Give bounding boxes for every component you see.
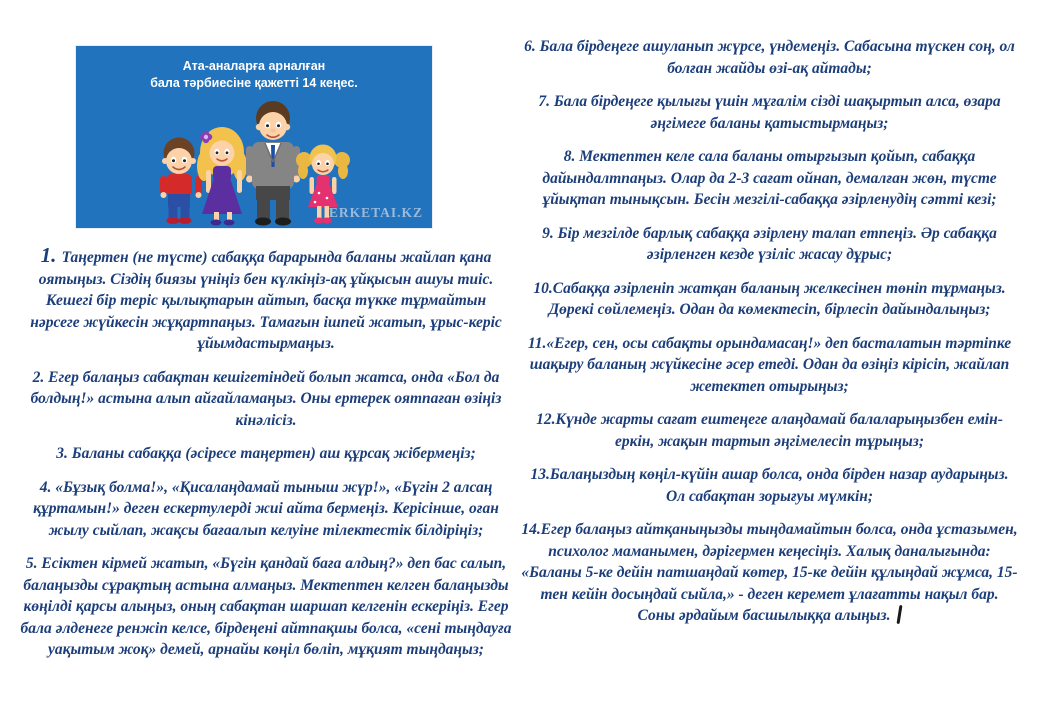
tip-item-5 xyxy=(20,553,512,661)
tip-item-6 xyxy=(521,36,1018,79)
boy-figure xyxy=(160,138,202,225)
banner-title xyxy=(76,58,432,92)
tip-text: «Егер, сен, осы сабақты орындамасаң!» деп басталатын тәртіпке шақыру баланың жүйкесіне әсер етеді. Одан да өзіңіз кірісіп, жайлап жетектеп отырыңыз; xyxy=(529,334,1012,395)
tip-item-9 xyxy=(521,223,1018,266)
tip-item-7 xyxy=(521,91,1018,134)
tip-item-2 xyxy=(20,367,512,432)
tip-number: 1. xyxy=(40,243,62,267)
father-figure xyxy=(246,101,300,226)
tip-number: 5. xyxy=(25,555,42,572)
tip-item-12 xyxy=(521,409,1018,452)
tip-item-1 xyxy=(20,245,512,355)
tip-number: 9. xyxy=(542,224,558,242)
tip-item-13 xyxy=(521,464,1018,507)
tip-number: 10. xyxy=(533,279,553,297)
caret-mark-icon xyxy=(897,605,903,624)
tip-text: «Бұзық болма!», «Қисалаңдамай тыныш жүр!», «Бүгін 2 алсаң құртамын!» деген ескертулерді жиі айта бермеңіз. Керісінше, оған жылу сыйлап, жақсы бағаалып келуіне тілектестік білдіріңіз; xyxy=(33,478,499,539)
tip-number: 7. xyxy=(538,93,554,110)
tip-text: Баланы сабаққа (әсіресе таңертен) аш құрсақ жібермеңіз; xyxy=(71,445,476,462)
tip-text: Күнде жарты сағат ештеңеге алаңдамай балаларыңызбен емін-еркін, жақын тартып әңгімелесіп тұрыңыз; xyxy=(555,411,1003,450)
tip-text: Мектептен келе сала баланы отырғызып қойып, сабаққа дайындалтпаңыз. Олар да 2-3 сағат ойнап, демалған жөн, түсте ұйықтап тынықсын. Бесін мезгілі-сабаққа әзірленудің сәтті кезі; xyxy=(542,148,997,208)
tip-number: 4. xyxy=(39,478,56,496)
tip-number: 12. xyxy=(536,411,556,428)
tip-item-14 xyxy=(521,519,1018,627)
tip-text: Есіктен кірмей жатып, «Бүгін қандай баға алдың?» деп бас салып, балаңызды сұрақтың астына алмаңыз. Мектептен келген балаңызды көңілді қарсы алыңыз, оның сабақтан шаршап келгенін ескеріңіз. Егер бала әлденеге ренжіп келсе, бірдеңені айтпақшы болса, «сені тыңдауға уақытым жоқ» демей, арнайы көңіл бөліп, мұқият тыңдаңыз; xyxy=(20,555,512,658)
tip-number: 2. xyxy=(32,368,49,386)
tip-item-10 xyxy=(521,278,1018,321)
tip-number: 11. xyxy=(527,334,547,352)
tip-text: Балаңыздың көңіл-күйін ашар болса, онда бірден назар аударыңыз. Ол сабақтан зорығуы мүмкін; xyxy=(549,466,1009,505)
tip-text: Сабаққа әзірленіп жатқан баланың желкесінен төніп тұрмаңыз. Дөрекі сөйлемеңіз. Одан да көмектесіп, бірлесіп дайындалыңыз; xyxy=(548,279,1006,318)
tip-number: 6. xyxy=(524,38,540,55)
tip-text: Бір мезгілде барлық сабаққа әзірлену талап етпеңіз. Әр сабаққа әзірленген кезде үзіліс жасау дұрыс; xyxy=(557,224,997,263)
tip-item-11 xyxy=(521,333,1018,398)
right-column xyxy=(521,36,1018,639)
tip-text: Егер балаңыз айтқаныңызды тыңдамайтын болса, онда ұстазымен, психолог маманымен, дәрігермен кеңесіңіз. Халық даналығында: «Баланы 5-ке дейін патшаңдай көтер, 15-ке дейін құлыңдай жұмса, 15-тен кейін досыңдай сыйла,» - деген керемет ұлағатты нақыл бар. Соны әрдайым басшылыққа алыңыз. xyxy=(521,521,1018,624)
tip-number: 8. xyxy=(563,148,580,165)
tip-number: 3. xyxy=(56,445,72,462)
tip-text: Егер балаңыз сабақтан кешігетіндей болып жатса, онда «Бол да болдың!» астына алып айғайламаңыз. Оны ертерек оятпаған өзіңіз кінәлісіз. xyxy=(30,368,502,429)
tip-number: 14. xyxy=(521,521,541,538)
banner-title-line2: бала тәрбиесіне қажетті 14 кеңес. xyxy=(150,76,358,90)
tip-text: Таңертен (не түсте) сабаққа барарында баланы жайлап қана оятыңыз. Сіздің биязы үніңіз бен күлкіңіз-ақ ұйқысын ашуы тиіс. Кешегі бір теріс қылықтарын айтып, басқа түкке тұрмайтын нәрсеге жүйкесін жұқартпаңыз. Тамағын ішпей жатып, ұрыс-керіс ұйымдастырмаңыз. xyxy=(30,249,502,352)
tip-item-8 xyxy=(521,146,1018,211)
tip-text: Бала бірдеңеге ашуланып жүрсе, үндемеңіз. Сабасына түскен соң, ол болған жайды өзі-ақ айтады; xyxy=(539,38,1015,77)
mother-figure xyxy=(197,127,247,226)
tip-text: Бала бірдеңеге қылығы үшін мұғалім сізді шақыртып алса, өзара әңгімеге баланы қатыстырмаңыз; xyxy=(553,93,1001,132)
tip-item-3 xyxy=(20,443,512,465)
watermark-text: ERKETAI.KZ xyxy=(328,205,423,220)
banner-title-line1: Ата-аналарға арналған xyxy=(182,59,326,73)
tip-number: 13. xyxy=(530,466,550,483)
left-column xyxy=(20,245,512,673)
banner-image xyxy=(75,45,433,229)
tip-item-4 xyxy=(20,477,512,542)
